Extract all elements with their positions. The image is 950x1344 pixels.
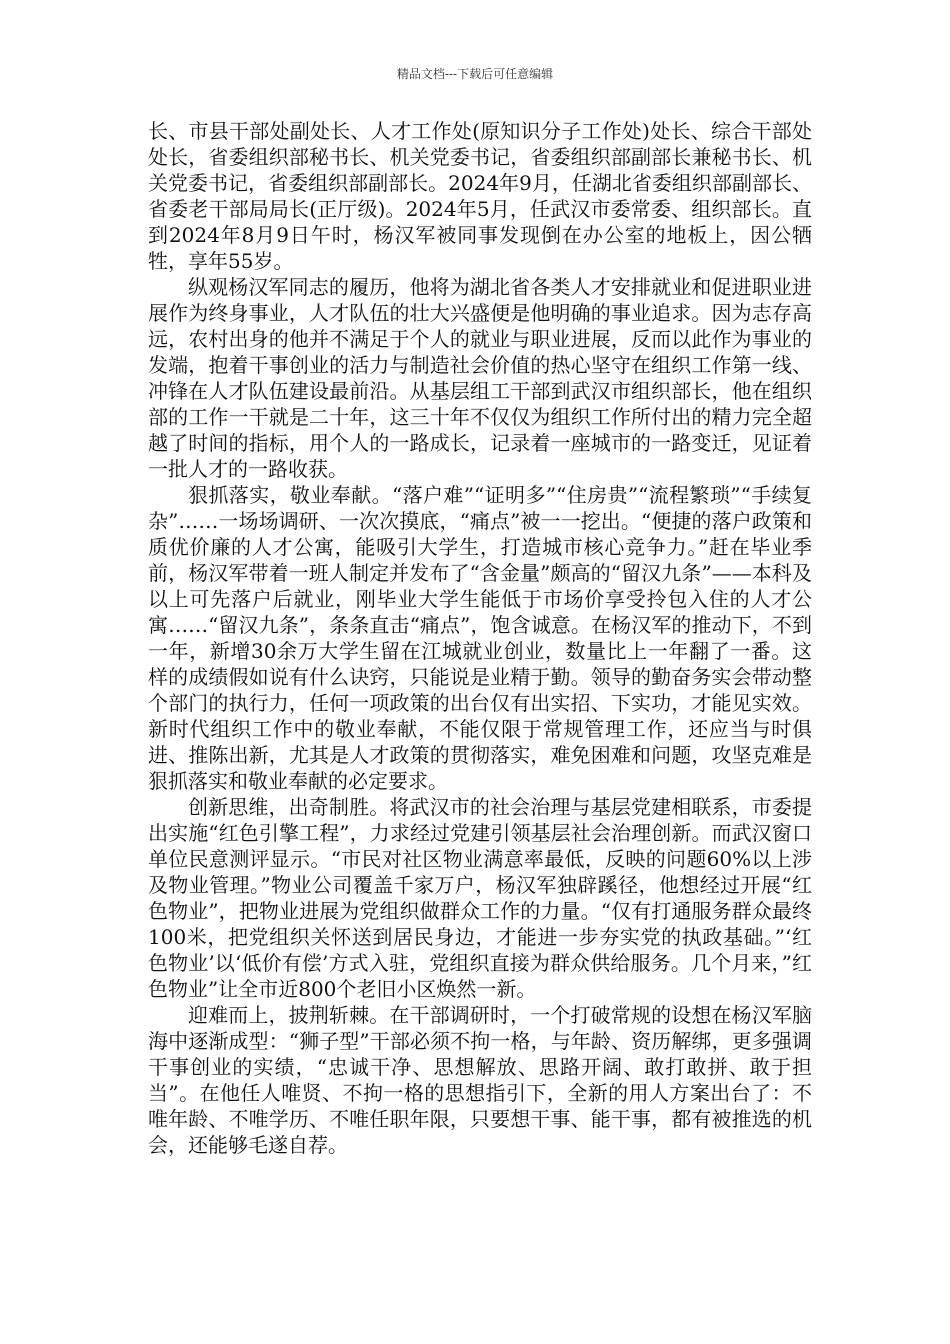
page-header: 精品文档---下载后可任意编辑 [396,67,554,81]
paragraph: 长、市县干部处副处长、人才工作处(原知识分子工作处)处长、综合干部处处长，省委组织部秘书长、机关党委书记，省委组织部副部长兼秘书长、机关党委书记，省委组织部副部长。2024年9月，任湖北省委组织部副部长、省委老干部局局长(正厅级)。2024年5月，任武汉市委常委、组织部长。直到2024年8月9日午时，杨汉军被同事发现倒在办公室的地板上，因公牺牲，享年55岁。 [148,119,812,273]
document-body [148,118,812,1158]
paragraph: 狠抓落实，敬业奉献。“落户难”“证明多”“住房贵”“流程繁琐”“手续复杂”……一场场调研、一次次摸底，“痛点”被一一挖出。“便捷的落户政策和质优价廉的人才公寓，能吸引大学生，打造城市核心竞争力。”赶在毕业季前，杨汉军带着一班人制定并发布了“含金量”颇高的“留汉九条”——本科及以上可先落户后就业，刚毕业大学生能低于市场价享受拎包入住的人才公寓……“留汉九条”，条条直击“痛点”，饱含诚意。在杨汉军的推动下，不到一年，新增30余万大学生留在江城就业创业，数量比上一年翻了一番。这样的成绩假如说有什么诀窍，只能说是业精于勤。领导的勤奋务实会带动整个部门的执行力，任何一项政策的出台仅有出实招、下实功，才能见实效。新时代组织工作中的敬业奉献，不能仅限于常规管理工作，还应当与时俱进、推陈出新，尤其是人才政策的贯彻落实，难免困难和问题，攻坚克难是狠抓落实和敬业奉献的必定要求。 [148,483,812,793]
paragraph: 纵观杨汉军同志的履历，他将为湖北省各类人才安排就业和促进职业进展作为终身事业，人才队伍的壮大兴盛便是他明确的事业追求。因为志存高远，农村出身的他并不满足于个人的就业与职业进展，反而以此作为事业的发端，抱着干事创业的活力与制造社会价值的热心坚守在组织工作第一线、冲锋在人才队伍建设最前沿。从基层组工干部到武汉市组织部长，他在组织部的工作一干就是二十年，这三十年不仅仅为组织工作所付出的精力完全超越了时间的指标，用个人的一路成长，记录着一座城市的一路变迁，见证着一批人才的一路收获。 [148,275,812,481]
paragraph: 创新思维，出奇制胜。将武汉市的社会治理与基层党建相联系，市委提出实施“红色引擎工程”，力求经过党建引领基层社会治理创新。而武汉窗口单位民意测评显示。“市民对社区物业满意率最低，反映的问题60%以上涉及物业管理。”物业公司覆盖千家万户，杨汉军独辟蹊径，他想经过开展“红色物业”，把物业进展为党组织做群众工作的力量。“仅有打通服务群众最终100米，把党组织关怀送到居民身边，才能进一步夯实党的执政基础。”‘红色物业’以‘低价有偿’方式入驻，党组织直接为群众供给服务。几个月来，”红色物业”让全市近800个老旧小区焕然一新。 [148,795,812,1001]
paragraph: 迎难而上，披荆斩棘。在干部调研时，一个打破常规的设想在杨汉军脑海中逐渐成型：“狮子型”干部必须不拘一格，与年龄、资历解绑，更多强调干事创业的实绩，“忠诚干净、思想解放、思路开阔、敢打敢拼、敢于担当”。在他任人唯贤、不拘一格的思想指引下，全新的用人方案出台了：不唯年龄、不唯学历、不唯任职年限，只要想干事、能干事，都有被推选的机会，还能够毛遂自荐。 [148,1003,812,1157]
